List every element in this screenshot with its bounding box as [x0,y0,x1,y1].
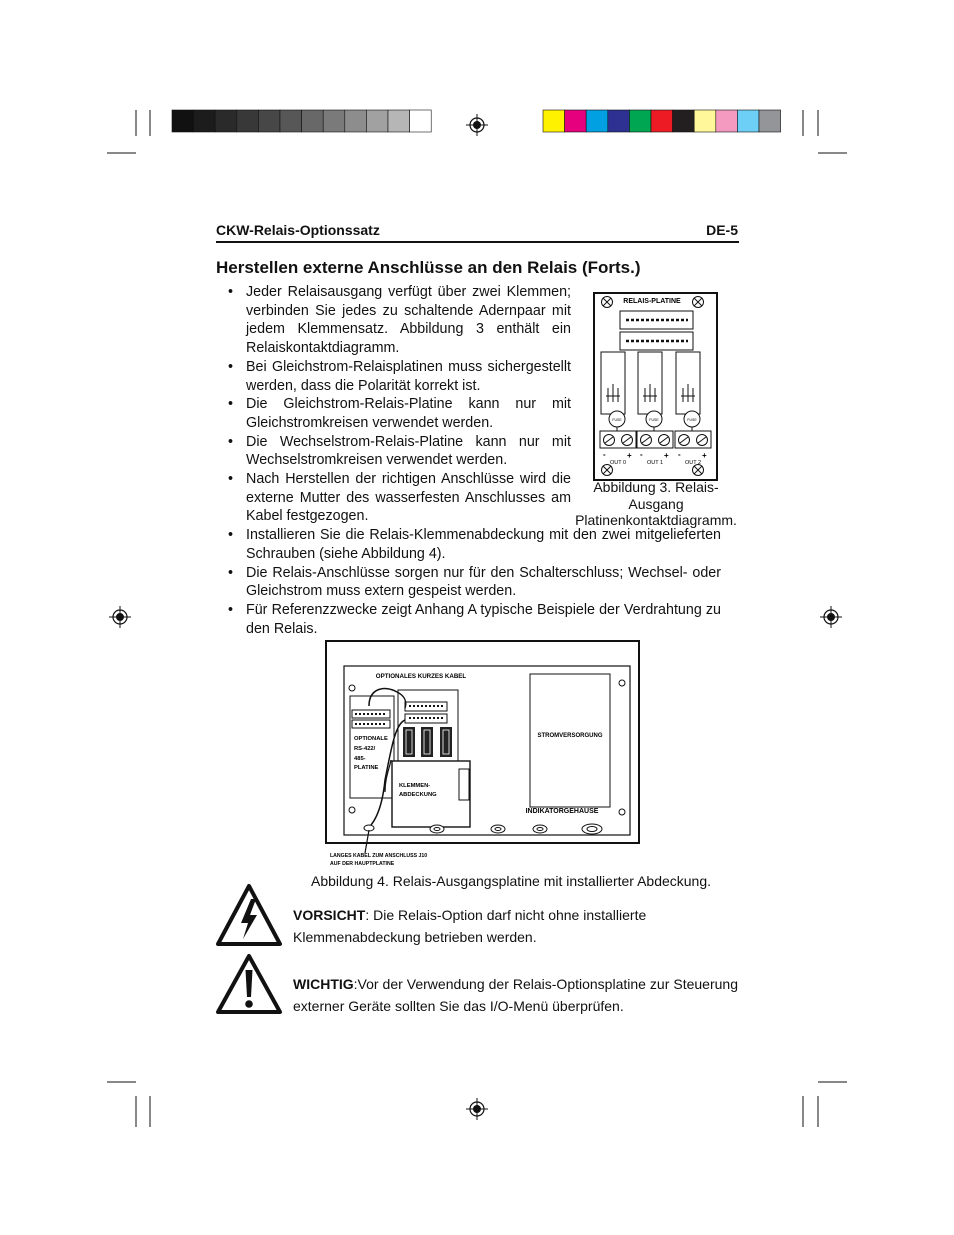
header-page-number: DE-5 [706,222,738,238]
gray-swatch [280,110,302,132]
output-label: OUT 1 [646,460,664,466]
gray-swatch [323,110,345,132]
color-swatch [629,110,651,132]
list-item: • Die Relais-Anschlüsse sorgen nur für den Schalterschluss; Wechsel- oder Gleichstrom muss extern gespeist werden. [228,564,721,601]
gray-swatch [388,110,410,132]
figure-3-caption: Abbildung 3. Relais-Ausgang Platinenkontaktdiagramm. [575,479,737,528]
color-swatch [694,110,716,132]
registration-mark-icon [466,114,488,136]
fuse-label: FUSE [612,418,622,422]
power-supply-label: STROMVERSORGUNG [537,733,603,739]
long-cable-label: LANGES KABEL ZUM ANSCHLUSS J10 AUF DER HAUPTPLATINE [330,853,428,867]
gray-swatch [237,110,259,132]
indicator-housing-label: INDIKATORGEHÄUSE [525,808,599,815]
optional-cable-label: OPTIONALES KURZES KABEL [375,673,467,680]
gray-swatch [410,110,432,132]
color-swatch [651,110,673,132]
gray-swatch [258,110,280,132]
figure-4-indicator-housing-diagram [325,640,641,868]
important-notice [293,973,738,1017]
figure-4-caption: Abbildung 4. Relais-Ausgangsplatine mit installierter Abdeckung. [311,873,712,889]
list-item: • Jeder Relaisausgang verfügt über zwei Klemmen; verbinden Sie jedes zu schaltende Adernpaar mit jedem Klemmensatz. Abbildung 3 enthält ein Relaiskontaktdiagramm. [228,283,571,358]
gray-swatch [194,110,216,132]
figure-3-relay-board-diagram [593,292,718,482]
plus-sign: + [702,451,707,460]
color-swatch [608,110,630,132]
gray-swatch [215,110,237,132]
list-item: • Nach Herstellen der richtigen Anschlüsse wird die externe Mutter des wasserfesten Anschlusses am Kabel festgezogen. [228,470,571,526]
gray-swatch [366,110,388,132]
color-swatch [716,110,738,132]
registration-mark-icon [820,606,842,628]
relay-board-label: RELAIS-PLATINE [623,298,681,305]
header-section-title: CKW-Relais-Optionssatz [216,222,380,238]
output-label: OUT 2 [684,460,702,466]
color-swatch [673,110,695,132]
output-label: OUT 0 [609,460,627,466]
list-item: • Bei Gleichstrom-Relaisplatinen muss sichergestellt werden, dass die Polarität korrekt ist. [228,358,571,395]
list-item: • Installieren Sie die Relais-Klemmenabdeckung mit den zwei mitgelieferten Schrauben (siehe Abbildung 4). [228,526,721,563]
important-text: :Vor der Verwendung der Relais-Optionsplatine zur Steuerung externer Geräte sollten Sie das I/O-Menü überprüfen. [293,976,738,1014]
minus-sign: - [603,450,606,459]
plus-sign: + [664,451,669,460]
caution-label: VORSICHT [293,907,366,923]
color-swatch [543,110,565,132]
color-swatch [737,110,759,132]
caution-text: : Die Relais-Option darf nicht ohne installierte Klemmenabdeckung betrieben werden. [293,907,647,945]
section-heading: Herstellen externe Anschlüsse an den Relais (Forts.) [216,258,641,277]
high-voltage-warning-icon [215,883,283,947]
minus-sign: - [640,450,643,459]
optional-board-label: OPTIONALE RS-422/ 485- PLATINE [354,736,388,771]
registration-mark-icon [109,606,131,628]
list-item: • Die Gleichstrom-Relais-Platine kann nur mit Gleichstromkreisen verwendet werden. [228,395,571,432]
list-item: • Für Referenzzwecke zeigt Anhang A typische Beispiele der Verdrahtung zu den Relais. [228,601,721,638]
gray-swatch [172,110,194,132]
list-item: • Die Wechselstrom-Relais-Platine kann nur mit Wechselstromkreisen verwendet werden. [228,433,571,470]
power-supply-box [530,674,610,807]
terminal-cover-label: KLEMMEN- ABDECKUNG [399,783,437,798]
gray-swatch [302,110,324,132]
header-rule [216,241,739,243]
fuse-label: FUSE [687,418,697,422]
important-warning-icon [215,953,283,1015]
important-label: WICHTIG [293,976,354,992]
color-swatch [565,110,587,132]
plus-sign: + [627,451,632,460]
registration-mark-icon [466,1098,488,1120]
color-swatch [586,110,608,132]
gray-swatch [345,110,367,132]
color-swatch [759,110,781,132]
minus-sign: - [678,450,681,459]
fuse-label: FUSE [649,418,659,422]
caution-notice [293,904,733,948]
